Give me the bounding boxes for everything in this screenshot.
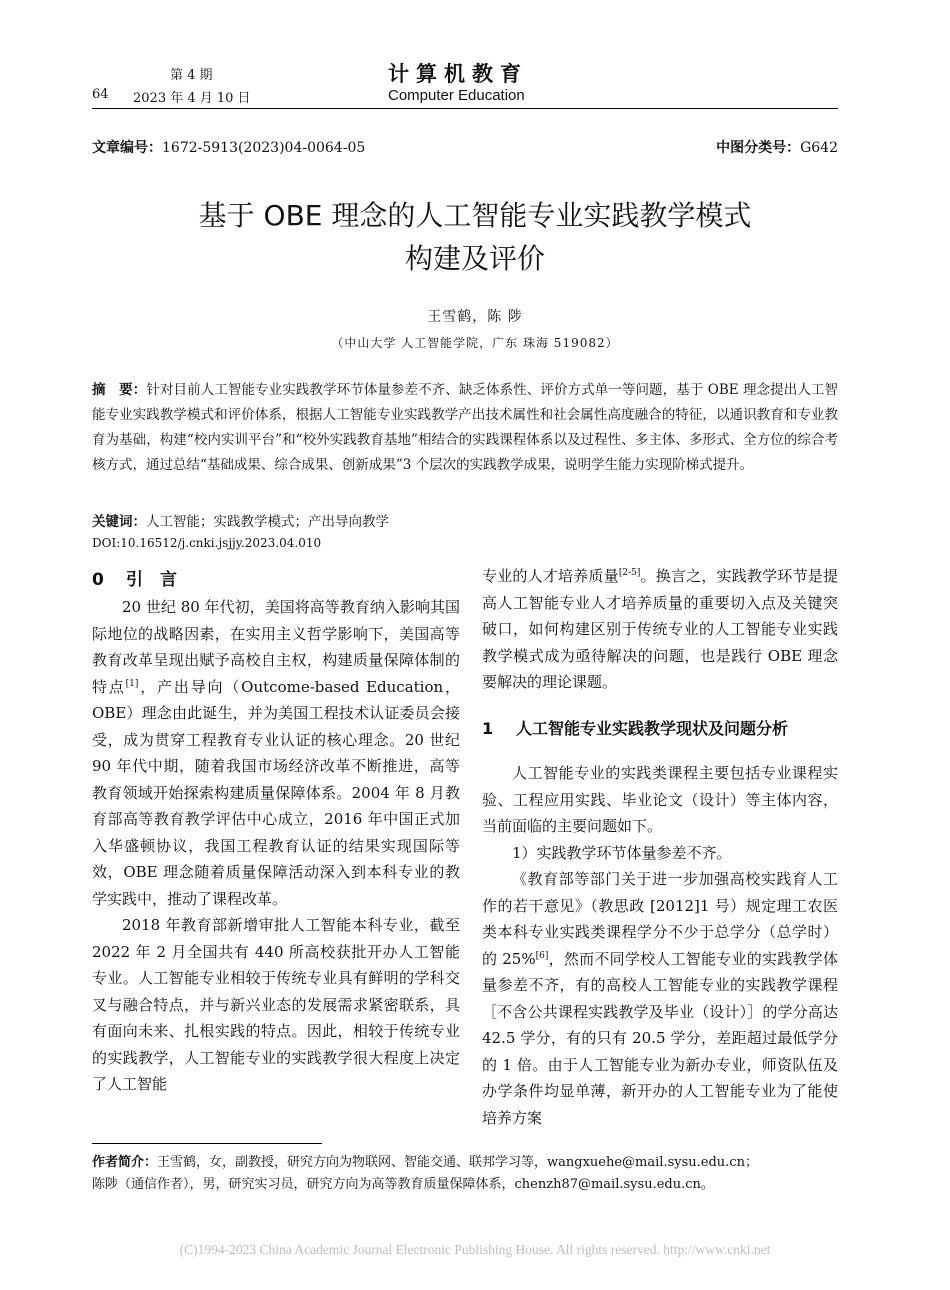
authors: 王雪鹤，陈 陟 bbox=[427, 309, 523, 325]
keywords bbox=[92, 510, 389, 530]
clc-number bbox=[716, 137, 838, 157]
paragraph-text: 20 世纪 80 年代初，美国将高等教育纳入影响其国际地位的战略因素，在实用主义哲学影响下，美国高等教育改革呈现出赋予高校自主权，构建质量保障体制的特点 bbox=[92, 598, 460, 696]
footnote-line2: 陈陟（通信作者），男，研究实习员，研究方向为高等教育质量保障体系，chenzh87@mail.sysu.edu.cn。 bbox=[92, 1177, 714, 1192]
footnote-text: 王雪鹤，女，副教授，研究方向为物联网、智能交通、联邦学习等，wangxuehe@mail.sysu.edu.cn； bbox=[157, 1155, 758, 1170]
section-heading-intro bbox=[92, 565, 177, 590]
paragraph-text: 。换言之，实践教学环节是提高人工智能专业人才培养质量的重要切入点及关键突破口，如何构建区别于传统专业的人工智能专业实践教学模式成为亟待解决的问题，也是践行 OBE 理念要解决的理论课题。 bbox=[482, 567, 838, 691]
right-column bbox=[482, 563, 838, 696]
clc-value: G642 bbox=[800, 140, 838, 156]
abstract-text: 针对目前人工智能专业实践教学环节体量参差不齐、缺乏体系性、评价方式单一等问题，基于 OBE 理念提出人工智能专业实践教学模式和评价体系，根据人工智能专业实践教学产出技术属性和社会属性高度融合的特征，以通识教育和专业教育为基础，构建“校内实训平台”和“校外实践教育基地”相结合的实践课程体系以及过程性、多主体、多形式、全方位的综合考核方式，通过总结“基础成果、综合成果、创新成果”3 个层次的实践教学成果，说明学生能力实现阶梯式提升。 bbox=[92, 382, 839, 473]
section-title: 引 言 bbox=[126, 570, 177, 590]
doi[interactable]: DOI:10.16512/j.cnki.jsjjy.2023.04.010 bbox=[92, 536, 322, 550]
paragraph: 人工智能专业的实践类课程主要包括专业课程实验、工程应用实践、毕业论文（设计）等主体内容，当前面临的主要问题如下。 bbox=[482, 764, 838, 835]
right-column-cont bbox=[482, 760, 838, 1131]
abstract-label: 摘 要： bbox=[92, 382, 147, 398]
publication-date: 2023 年 4 月 10 日 bbox=[133, 91, 251, 106]
header-rule bbox=[92, 108, 838, 109]
citation[interactable]: [1] bbox=[125, 678, 139, 689]
keywords-text: 人工智能；实践教学模式；产出导向教学 bbox=[146, 514, 389, 530]
author-footnote bbox=[92, 1152, 838, 1196]
journal-title-cn: 计算机教育 bbox=[388, 62, 528, 86]
footnote-label: 作者简介： bbox=[92, 1155, 158, 1170]
paragraph-text: ，然而不同学校人工智能专业的实践教学体量参差不齐，有的高校人工智能专业的实践教学课程［不含公共课程实践教学及毕业（设计）］的学分高达 42.5 学分，有的只有 20.5 学分，差距超过最低学分的 1 倍。由于人工智能专业为新办专业，师资队伍及办学条件均显单薄，新开办的人工智能专业为了能使培养方案 bbox=[482, 949, 838, 1127]
citation[interactable]: [6] bbox=[535, 950, 549, 961]
article-number-value: 1672-5913(2023)04-0064-05 bbox=[162, 140, 366, 156]
footnote-line1 bbox=[92, 1152, 838, 1174]
left-column bbox=[92, 594, 460, 1098]
section-heading-1 bbox=[482, 716, 788, 739]
copyright-watermark: (C)1994-2023 China Academic Journal Electronic Publishing House. All rights reserved. http://www.cnki.net bbox=[179, 1242, 771, 1257]
paragraph: 1）实践教学环节体量参差不齐。 bbox=[512, 843, 732, 862]
paragraph: 2018 年教育部新增审批人工智能本科专业，截至 2022 年 2 月全国共有 440 所高校获批开办人工智能专业。人工智能专业相较于传统专业具有鲜明的学科交叉与融合特点，并与新兴业态的发展需求紧密联系，具有面向未来、扎根实践的特点。因此，相较于传统专业的实践教学，人工智能专业的实践教学很大程度上决定了人工智能 bbox=[92, 916, 460, 1093]
section-number: 1 bbox=[482, 719, 494, 738]
article-number-label: 文章编号： bbox=[92, 140, 162, 156]
paragraph bbox=[92, 594, 460, 912]
paragraph-text: ，产出导向（Outcome-based Education，OBE）理念由此诞生，并为美国工程技术认证委员会接受，成为贯穿工程教育专业认证的核心理念。20 世纪 90 年代中期，随着我国市场经济改革不断推进，高等教育领域开始探索构建质量保障体系。2004 年 8 月教育部高等教育教学评估中心成立，2016 年中国正式加入华盛顿协议，我国工程教育认证的结果实现国际等效，OBE 理念随着质量保障活动深入到本科专业的教学实践中，推动了课程改革。 bbox=[92, 677, 460, 908]
paragraph-text: 专业的人才培养质量 bbox=[482, 567, 619, 585]
footnote-rule bbox=[92, 1143, 322, 1144]
paragraph bbox=[482, 866, 838, 1131]
article-title-line1: 基于 OBE 理念的人工智能专业实践教学模式 bbox=[198, 199, 752, 232]
page-number: 64 bbox=[92, 87, 109, 102]
clc-label: 中图分类号： bbox=[716, 140, 801, 156]
issue-number: 第 4 期 bbox=[170, 68, 213, 83]
affiliation: （中山大学 人工智能学院，广东 珠海 519082） bbox=[331, 336, 619, 350]
section-title: 人工智能专业实践教学现状及问题分析 bbox=[516, 719, 789, 738]
paragraph bbox=[482, 563, 838, 696]
citation[interactable]: [2-5] bbox=[618, 568, 641, 578]
abstract bbox=[92, 378, 838, 478]
section-number: 0 bbox=[92, 570, 104, 590]
article-title-line2: 构建及评价 bbox=[404, 242, 545, 275]
paragraph-text: 《教育部等部门关于进一步加强高校实践育人工作的若干意见》（教思政 [2012]1 号）规定理工农医类本科专业实践类课程学分不少于总学分（总学时）的 25% bbox=[482, 870, 838, 968]
article-number bbox=[92, 137, 365, 157]
journal-title-en: Computer Education bbox=[388, 87, 525, 104]
keywords-label: 关键词： bbox=[92, 514, 146, 530]
